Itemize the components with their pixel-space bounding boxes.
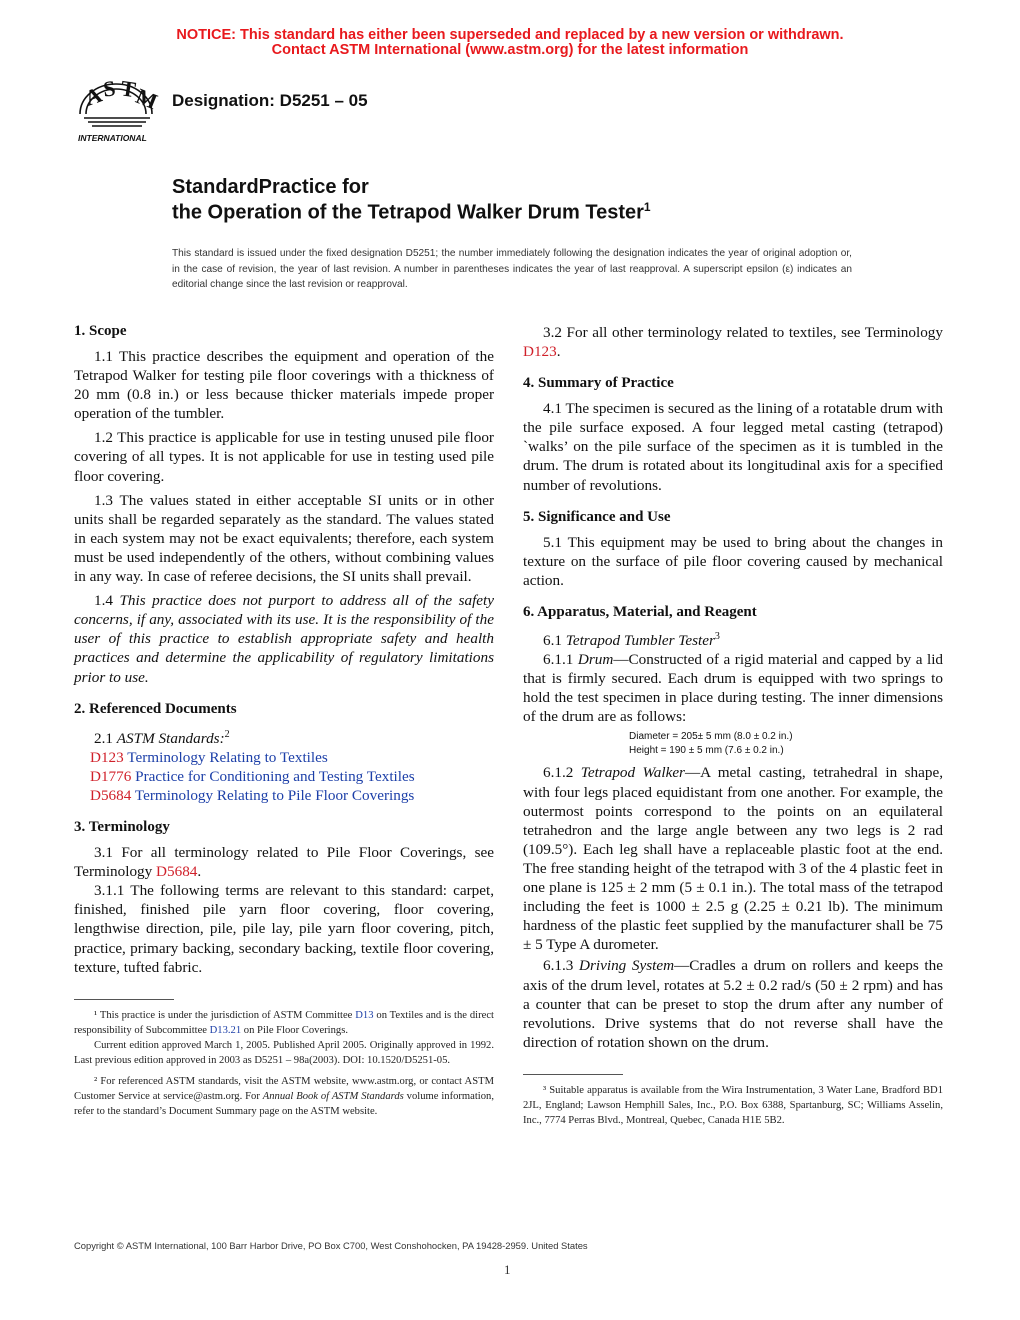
svg-text:S: S <box>101 75 117 102</box>
ref-d123[interactable]: D123 Terminology Relating to Textiles <box>90 748 328 766</box>
svg-text:A: A <box>81 81 106 111</box>
astm-logo <box>74 74 162 144</box>
ref-d5684[interactable]: D5684 Terminology Relating to Pile Floor Coverings <box>90 786 415 804</box>
footnote-3: ³ Suitable apparatus is available from the Wira Instrumentation, 3 Water Lane, Bradford BD1 2JL, England; Lawson Hemphill Sales, Inc., P.O. Box 6388, Spartanburg, SC; Williams Asselin, Inc., 7774 Perras Blvd., Montreal, Quebec, Canada H1E 5B2. <box>523 1084 943 1127</box>
issued-note: This standard is issued under the fixed designation D5251; the number immediately following the designation indicates the year of original adoption or, in the case of revision, the year of last revision. A number in parentheses indicates the year of last reapproval. A superscript epsilon (ε) indicates an editorial change since the last revision or reapproval. <box>172 248 852 290</box>
page-number: 1 <box>504 1262 511 1277</box>
para-1-1: 1.1 This practice describes the equipment and operation of the Tetrapod Walker for testing pile floor coverings with a thickness of 20 mm (0.8 in.) or less because thicker materials impede proper operation of the tumbler. <box>74 348 494 423</box>
svg-text:T: T <box>119 75 138 103</box>
title-footnote-ref: 1 <box>643 200 651 214</box>
section-1-heading: 1. Scope <box>74 323 127 339</box>
drum-dimension-diameter: Diameter = 205± 5 mm (8.0 ± 0.2 in.) <box>629 731 793 743</box>
svg-text:INTERNATIONAL: INTERNATIONAL <box>78 133 147 143</box>
footnote-rule-right <box>523 1074 623 1075</box>
link-d13-21[interactable]: D13.21 <box>209 1024 242 1036</box>
para-6-1-1: 6.1.1 Drum—Constructed of a rigid material and capped by a lid that is firmly secured. Each drum is equipped with two springs to hold the test specimen in place during testing. The inner dimensions of the drum are as follows: <box>523 651 944 726</box>
section-2-heading: 2. Referenced Documents <box>74 700 237 717</box>
footnote-1-edition: Current edition approved March 1, 2005. Published April 2005. Originally approved in 1992. Last previous edition approved in 2003 as D5251 – 98a(2003). DOI: 10.1520/D5251-05. <box>74 1039 494 1066</box>
notice-line-2: Contact ASTM International (www.astm.org) for the latest information <box>271 42 749 58</box>
para-1-2: 1.2 This practice is applicable for use in testing unused pile floor covering of all types. It is not applicable for use in testing used pile floor covering. <box>74 429 494 485</box>
para-2-1: 2.1 ASTM Standards:$^2$ <box>94 728 230 747</box>
designation: Designation: D5251 – 05 <box>172 91 368 110</box>
copyright-footer: Copyright © ASTM International, 100 Barr Harbor Drive, PO Box C700, West Conshohocken, PA 19428-2959. United States <box>74 1240 588 1251</box>
title-text: the Operation of the Tetrapod Walker Drum Tester <box>172 201 644 224</box>
section-4-heading: 4. Summary of Practice <box>523 375 674 392</box>
section-6-heading: 6. Apparatus, Material, and Reagent <box>523 603 757 620</box>
right-column <box>523 323 943 1128</box>
left-column <box>74 323 494 1119</box>
para-5-1: 5.1 This equipment may be used to bring about the changes in texture on the surface of pile floor covering caused by mechanical action. <box>523 533 943 589</box>
para-4-1: 4.1 The specimen is secured as the lining of a rotatable drum with the pile surface exposed. A four legged metal casting (tetrapod) `walks’ on the pile surface of the specimen as it is tumbled in the drum. The drum is rotated about its longitudinal axis for a specified number of revolutions. <box>523 400 943 494</box>
para-6-1-2: 6.1.2 Tetrapod Walker—A metal casting, tetrahedral in shape, with four legs placed equidistant from one another. For example, the outermost points correspond to the points on an equilateral tetrahedron and the large angle between any two legs is 2 rad (109.5°). Each leg shall have a replaceable plastic foot at the end. The free standing height of the tetrapod with 3 of the 4 plastic feet in one plane is 125 ± 2 mm (5 ± 0.1 in.). The total mass of the tetrapod including the feet is 1000 ± 2.5 g (2.25 ± 0.21 lb). The minimum hardness of the plastic feet supplied by the manufacturer shall be 75 ± 5 Type A durometer. <box>523 764 944 954</box>
ref-d1776[interactable]: D1776 Practice for Conditioning and Testing Textiles <box>90 767 415 785</box>
link-d5684[interactable]: D5684 <box>156 863 198 881</box>
section-5-heading: 5. Significance and Use <box>523 508 671 525</box>
link-d123[interactable]: D123 <box>523 343 557 361</box>
para-3-1: 3.1 For all terminology related to Pile Floor Coverings, see Terminology D5684. <box>74 844 494 881</box>
para-6-1: 6.1 Tetrapod Tumbler Tester$^3$ <box>543 630 720 649</box>
footnote-1: ¹ This practice is under the jurisdiction of ASTM Committee D13 on Textiles and is the direct responsibility of Subcommittee D13.21 on Pile Floor Coverings. <box>74 1009 494 1036</box>
notice-line-1: NOTICE: This standard has either been superseded and replaced by a new version or withdrawn. <box>176 27 844 43</box>
para-1-3: 1.3 The values stated in either acceptable SI units or in other units shall be regarded separately as the standard. The values stated in each system may not be exact equivalents; therefore, each system must be used independently of the others, without combining values in any way. In case of referee decisions, the SI units shall prevail. <box>74 491 494 586</box>
footnote-2: ² For referenced ASTM standards, visit the ASTM website, www.astm.org, or contact ASTM Customer Service at service@astm.org. For Annual Book of ASTM Standards volume information, refer to the standard’s Document Summary page on the ASTM website. <box>74 1076 494 1118</box>
svg-text:M: M <box>132 83 162 115</box>
footnote-rule <box>74 999 174 1000</box>
para-1-4: 1.4 This practice does not purport to address all of the safety concerns, if any, associated with its use. It is the responsibility of the user of this practice to establish appropriate safety and health practices and determine the applicability of regulatory limitations prior to use. <box>74 592 495 686</box>
drum-dimension-height: Height = 190 ± 5 mm (7.6 ± 0.2 in.) <box>629 745 784 757</box>
title-line-1: StandardPractice for <box>172 176 369 198</box>
section-3-heading: 3. Terminology <box>74 819 170 836</box>
title-line-2 <box>172 200 651 225</box>
para-3-2: 3.2 For all other terminology related to textiles, see Terminology D123. <box>523 324 943 361</box>
para-6-1-3: 6.1.3 Driving System—Cradles a drum on rollers and keeps the axis of the drum level, rotates at 5.2 ± 0.2 rad/s (50 ± 2 rpm) and has a counter that can be preset to stop the drum after any number of revolutions. Drive systems that do not reverse shall have the direction of rotation shown on the drum. <box>523 957 943 1051</box>
link-d13[interactable]: D13 <box>355 1009 374 1021</box>
para-3-1-1: 3.1.1 The following terms are relevant to this standard: carpet, finished, finished pile yarn floor covering, floor covering, lengthwise direction, pile, pile lay, pile yarn floor covering, pitch, practice, primary backing, secondary backing, textile floor covering, texture, tufted fabric. <box>74 882 494 976</box>
